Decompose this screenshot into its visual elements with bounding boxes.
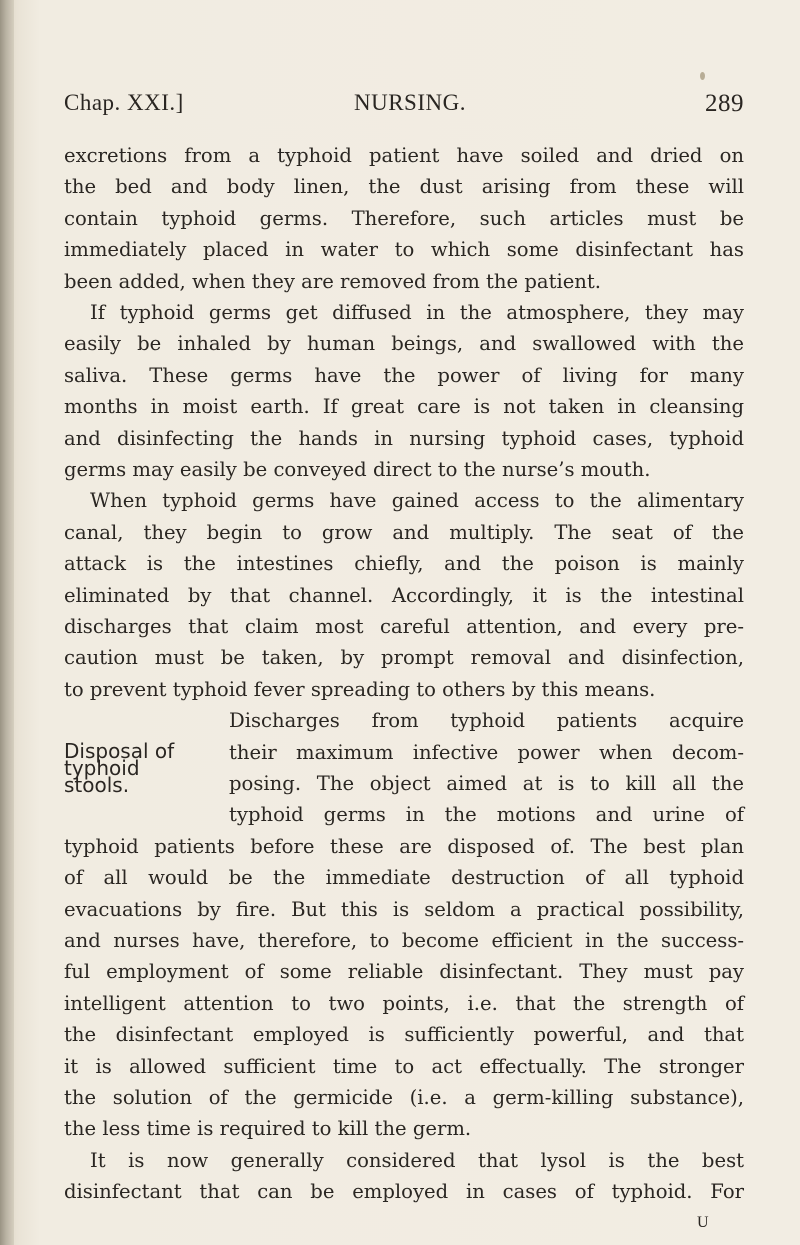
text-line: months in moist earth. If great care is not taken in cleansing bbox=[64, 395, 744, 419]
text-line: their maximum infective power when decom- bbox=[229, 740, 744, 764]
text-line: When typhoid germs have gained access to the alimentary bbox=[90, 489, 744, 513]
text-line: attack is the intestines chiefly, and the poison is mainly bbox=[64, 552, 744, 576]
text-line: the bed and body linen, the dust arising from these will bbox=[64, 175, 744, 199]
text-line: typhoid germs in the motions and urine of bbox=[229, 803, 744, 827]
text-line: typhoid patients before these are disposed of. The best plan bbox=[64, 834, 744, 858]
text-line: immediately placed in water to which some disinfectant has bbox=[64, 238, 744, 262]
text-line: to prevent typhoid fever spreading to others by this means. bbox=[64, 677, 656, 701]
text-line: and disinfecting the hands in nursing typhoid cases, typhoid bbox=[64, 426, 744, 450]
text-line: easily be inhaled by human beings, and swallowed with the bbox=[64, 332, 744, 356]
text-line: germs may easily be conveyed direct to the nurse’s mouth. bbox=[64, 458, 651, 481]
text-line: If typhoid germs get diffused in the atmosphere, they may bbox=[90, 301, 744, 324]
text-line: saliva. These germs have the power of living for many bbox=[64, 363, 744, 387]
running-head bbox=[64, 90, 744, 122]
text-line: excretions from a typhoid patient have soiled and dried on bbox=[64, 144, 744, 167]
text-line: it is allowed sufficient time to act effectually. The stronger bbox=[64, 1054, 744, 1078]
running-title: NURSING. bbox=[354, 90, 466, 115]
text-line: intelligent attention to two points, i.e. that the strength of bbox=[64, 991, 744, 1015]
text-line: eliminated by that channel. Accordingly, it is the intestinal bbox=[64, 583, 744, 607]
text-line: ful employment of some reliable disinfectant. They must pay bbox=[64, 960, 744, 984]
sidenote-line: stools. bbox=[64, 772, 130, 797]
text-line: the solution of the germicide (i.e. a germ-killing substance), bbox=[64, 1086, 744, 1109]
margin-sidenote bbox=[64, 738, 224, 797]
text-line: contain typhoid germs. Therefore, such articles must be bbox=[64, 206, 744, 230]
paper-speck bbox=[700, 72, 705, 80]
text-line: canal, they begin to grow and multiply. The seat of the bbox=[64, 520, 744, 544]
text-line: been added, when they are removed from the patient. bbox=[64, 269, 602, 293]
text-line: evacuations by fire. But this is seldom a practical possibility, bbox=[64, 897, 744, 921]
text-line: caution must be taken, by prompt removal and disinfection, bbox=[64, 646, 744, 670]
signature-mark: U bbox=[697, 1213, 709, 1231]
text-line: Discharges from typhoid patients acquire bbox=[229, 709, 744, 733]
text-line: It is now generally considered that lysol is the best bbox=[90, 1148, 744, 1172]
sidenote-line: Disposal of bbox=[64, 738, 175, 763]
text-line: and nurses have, therefore, to become efficient in the success- bbox=[64, 929, 744, 952]
text-line: posing. The object aimed at is to kill all the bbox=[229, 772, 744, 795]
binding-edge bbox=[0, 0, 14, 1245]
sidenote-line: typhoid bbox=[64, 755, 140, 780]
text-line: the disinfectant employed is sufficiently powerful, and that bbox=[64, 1023, 744, 1047]
text-line: the less time is required to kill the germ. bbox=[64, 1117, 472, 1141]
text-line: of all would be the immediate destruction of all typhoid bbox=[64, 866, 744, 890]
text-line: discharges that claim most careful attention, and every pre- bbox=[64, 615, 744, 638]
page-number: 289 bbox=[705, 90, 744, 117]
text-line: disinfectant that can be employed in cases of typhoid. For bbox=[64, 1180, 744, 1204]
chapter-heading: Chap. XXI.] bbox=[64, 90, 184, 115]
